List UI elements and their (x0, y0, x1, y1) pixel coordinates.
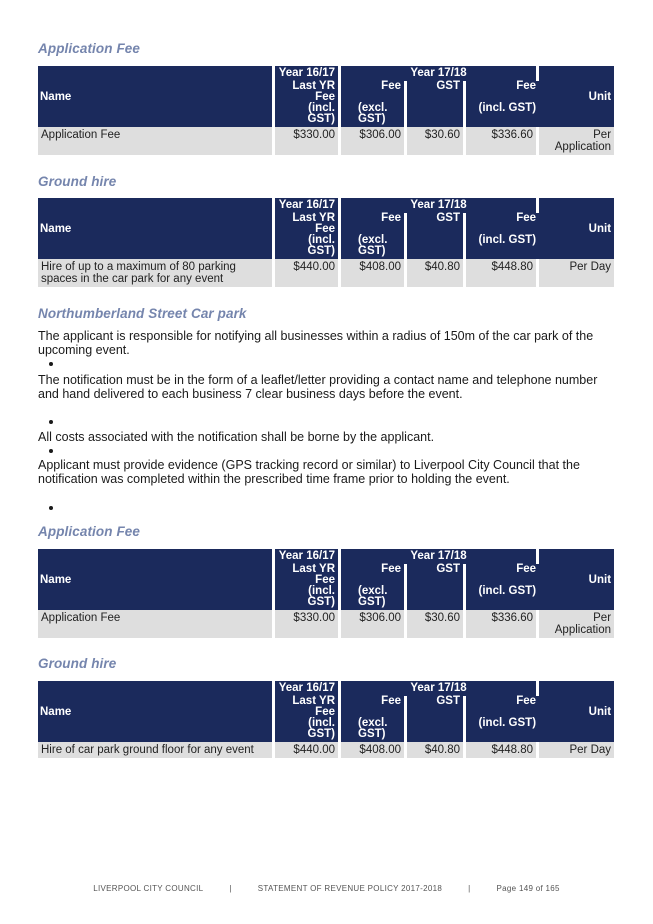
bullet-icon (49, 420, 53, 424)
paragraph-costs: All costs associated with the notification shall be borne by the applicant. (38, 430, 435, 444)
row-fee-incl: $448.80 (466, 742, 539, 758)
footer-separator: | (468, 884, 471, 893)
col-header-name: Name (38, 66, 275, 127)
section-title-ground-hire: Ground hire (38, 656, 117, 671)
col-header-name: Name (38, 549, 275, 610)
paragraph-evidence: Applicant must provide evidence (GPS tracking record or similar) to Liverpool City Council that the notification was completed within the prescribed time frame prior to holding the event. (38, 458, 580, 486)
col-header-year-prev: Year 16/17 (275, 198, 341, 213)
col-header-year-curr: Year 17/18 (341, 549, 539, 564)
section-title-application-fee: Application Fee (38, 524, 141, 539)
paragraph-notify-businesses: The applicant is responsible for notifying all businesses within a radius of 150m of the car park of the upcoming event. (38, 329, 594, 357)
col-header-name: Name (38, 681, 275, 742)
paragraph-notification-form: The notification must be in the form of a leaflet/letter providing a contact name and telephone number and hand delivered to each business 7 clear business days before the event. (38, 373, 598, 401)
row-fee-excl: $306.00 (341, 127, 407, 155)
row-fee-incl: $448.80 (466, 259, 539, 287)
col-header-gst: GST (407, 213, 466, 259)
table-row (38, 127, 614, 155)
col-header-last-yr-fee: Last YR Fee (incl. GST) (275, 564, 341, 610)
row-unit: Per Day (539, 742, 614, 758)
row-name: Hire of car park ground floor for any event (38, 742, 275, 758)
col-header-gst: GST (407, 564, 466, 610)
page-footer (0, 884, 653, 893)
col-header-last-yr-fee: Last YR Fee (incl. GST) (275, 213, 341, 259)
col-header-fee-excl: Fee (excl. GST) (341, 696, 407, 742)
row-name: Application Fee (38, 127, 275, 155)
col-header-year-prev: Year 16/17 (275, 549, 341, 564)
col-header-fee-excl: Fee (excl. GST) (341, 81, 407, 127)
row-unit: Per Day (539, 259, 614, 287)
section-title-application-fee: Application Fee (38, 41, 141, 56)
row-last-yr-fee: $440.00 (275, 259, 341, 287)
col-header-year-prev: Year 16/17 (275, 66, 341, 81)
fee-table-application (38, 66, 614, 155)
table-row (38, 742, 614, 758)
row-fee-excl: $408.00 (341, 259, 407, 287)
row-unit: Per Application (539, 610, 614, 638)
row-last-yr-fee: $440.00 (275, 742, 341, 758)
col-header-last-yr-fee: Last YR Fee (incl. GST) (275, 81, 341, 127)
fee-table-ground-hire (38, 198, 614, 287)
col-header-last-yr-fee: Last YR Fee (incl. GST) (275, 696, 341, 742)
col-header-unit: Unit (539, 66, 614, 127)
col-header-year-curr: Year 17/18 (341, 198, 539, 213)
col-header-gst: GST (407, 81, 466, 127)
row-fee-incl: $336.60 (466, 127, 539, 155)
row-name: Hire of up to a maximum of 80 parking spaces in the car park for any event (38, 259, 275, 287)
fee-table-ground-hire (38, 681, 614, 758)
row-last-yr-fee: $330.00 (275, 127, 341, 155)
row-unit: Per Application (539, 127, 614, 155)
col-header-fee-incl: Fee (incl. GST) (466, 213, 539, 259)
section-title-ground-hire: Ground hire (38, 174, 117, 189)
row-fee-incl: $336.60 (466, 610, 539, 638)
col-header-fee-incl: Fee (incl. GST) (466, 81, 539, 127)
footer-org: LIVERPOOL CITY COUNCIL (93, 884, 204, 893)
col-header-year-curr: Year 17/18 (341, 66, 539, 81)
col-header-year-prev: Year 16/17 (275, 681, 341, 696)
footer-separator: | (229, 884, 232, 893)
table-row (38, 610, 614, 638)
section-title-northumberland: Northumberland Street Car park (38, 306, 247, 321)
table-row (38, 259, 614, 287)
row-name: Application Fee (38, 610, 275, 638)
footer-page-number: Page 149 of 165 (496, 884, 560, 893)
bullet-icon (49, 362, 53, 366)
col-header-unit: Unit (539, 198, 614, 259)
col-header-fee-incl: Fee (incl. GST) (466, 696, 539, 742)
col-header-fee-excl: Fee (excl. GST) (341, 564, 407, 610)
row-gst: $40.80 (407, 259, 466, 287)
bullet-icon (49, 506, 53, 510)
col-header-gst: GST (407, 696, 466, 742)
col-header-unit: Unit (539, 549, 614, 610)
row-fee-excl: $306.00 (341, 610, 407, 638)
row-fee-excl: $408.00 (341, 742, 407, 758)
bullet-icon (49, 449, 53, 453)
col-header-fee-incl: Fee (incl. GST) (466, 564, 539, 610)
row-gst: $30.60 (407, 127, 466, 155)
col-header-year-curr: Year 17/18 (341, 681, 539, 696)
footer-doc-title: STATEMENT OF REVENUE POLICY 2017-2018 (257, 884, 443, 893)
row-gst: $40.80 (407, 742, 466, 758)
fee-table-application (38, 549, 614, 638)
row-last-yr-fee: $330.00 (275, 610, 341, 638)
col-header-name: Name (38, 198, 275, 259)
col-header-unit: Unit (539, 681, 614, 742)
row-gst: $30.60 (407, 610, 466, 638)
col-header-fee-excl: Fee (excl. GST) (341, 213, 407, 259)
